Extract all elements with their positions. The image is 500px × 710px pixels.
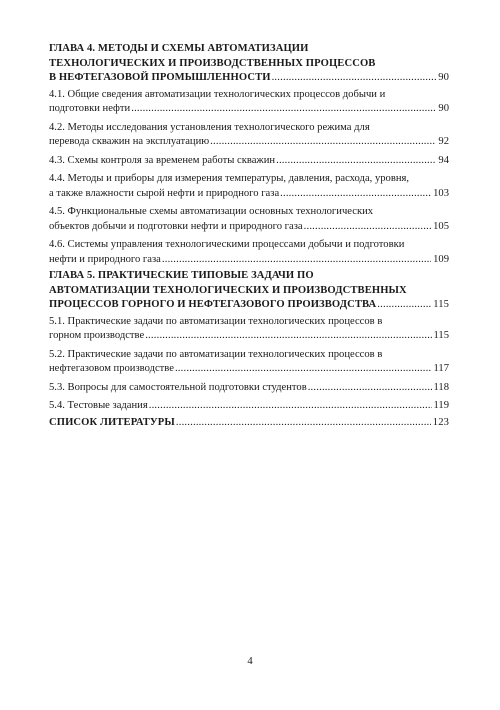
- toc-entry-title: подготовки нефти: [49, 103, 131, 114]
- toc-entry-title: объектов добычи и подготовки нефти и природного газа: [49, 220, 303, 232]
- toc-entry-title: 4.3. Схемы контроля за временем работы скважин: [49, 154, 276, 166]
- toc-section-entry[interactable]: [49, 348, 449, 377]
- toc-entry-final-line: [49, 102, 449, 117]
- dot-leader: [145, 329, 431, 344]
- toc-section-entry[interactable]: [49, 154, 449, 169]
- toc-entry-title: В НЕФТЕГАЗОВОЙ ПРОМЫШЛЕННОСТИ: [49, 72, 271, 83]
- toc-page-number: 103: [433, 187, 449, 199]
- toc-section-entry[interactable]: [49, 238, 449, 267]
- toc-entry-title: а также влажности сырой нефти и природного газа: [49, 187, 280, 199]
- toc-section-entry[interactable]: [49, 172, 449, 201]
- toc-section-entry[interactable]: [49, 121, 449, 150]
- toc-entry-final-line: [49, 135, 449, 150]
- toc-entry-line: 4.1. Общие сведения автоматизации технологических процессов добычи и: [49, 88, 386, 100]
- dot-leader: [149, 399, 432, 414]
- toc-page-number: 117: [433, 363, 449, 374]
- toc-entry-final-line: [49, 381, 449, 396]
- toc-entry-title: 5.4. Тестовые задания: [49, 400, 148, 411]
- toc-page-number: 90: [438, 72, 449, 83]
- toc-entry-line: ГЛАВА 5. ПРАКТИЧЕСКИЕ ТИПОВЫЕ ЗАДАЧИ ПО: [49, 270, 314, 281]
- toc-entry-final-line: [49, 154, 449, 169]
- toc-chapter-entry[interactable]: [49, 42, 449, 86]
- toc-page-number: 115: [433, 299, 449, 310]
- toc-chapter-entry[interactable]: [49, 416, 449, 431]
- toc-entry-title: горном производстве: [49, 330, 145, 341]
- toc-entry-final-line: [49, 220, 449, 235]
- dot-leader: [176, 416, 431, 431]
- dot-leader: [308, 381, 432, 396]
- toc-section-entry[interactable]: [49, 315, 449, 344]
- dot-leader: [377, 298, 431, 313]
- dot-leader: [276, 154, 436, 169]
- toc-section-entry[interactable]: [49, 205, 449, 234]
- toc-page-number: 105: [433, 220, 449, 232]
- toc-entry-line: 4.2. Методы исследования установления технологического режима для: [49, 121, 370, 133]
- toc-entry-title: перевода скважин на эксплуатацию: [49, 136, 210, 147]
- toc-entry-title: ПРОЦЕССОВ ГОРНОГО И НЕФТЕГАЗОВОГО ПРОИЗВОДСТВА: [49, 299, 377, 310]
- toc-entry-final-line: [49, 362, 449, 377]
- dot-leader: [304, 220, 431, 235]
- toc-entry-final-line: [49, 399, 449, 414]
- toc-section-entry[interactable]: [49, 399, 449, 414]
- toc-entry-line: 5.1. Практические задачи по автоматизации технологических процессов в: [49, 315, 383, 327]
- toc-page-number: 123: [432, 416, 449, 428]
- toc-section-entry[interactable]: [49, 381, 449, 396]
- dot-leader: [272, 71, 437, 86]
- toc-entry-title: СПИСОК ЛИТЕРАТУРЫ: [49, 416, 175, 428]
- dot-leader: [280, 187, 431, 202]
- toc-entry-title: 5.3. Вопросы для самостоятельной подготовки студентов: [49, 381, 307, 393]
- toc-page-number: 119: [433, 400, 449, 411]
- toc-section-entry[interactable]: [49, 88, 449, 117]
- toc-entry-final-line: [49, 187, 449, 202]
- toc-page-number: 92: [438, 136, 449, 147]
- toc-page-number: 90: [438, 103, 449, 114]
- toc-page-number: 94: [438, 154, 449, 166]
- dot-leader: [175, 362, 432, 377]
- toc-entry-line: 4.6. Системы управления технологическими процессами добычи и подготовки: [49, 239, 405, 250]
- toc-entry-line: ГЛАВА 4. МЕТОДЫ И СХЕМЫ АВТОМАТИЗАЦИИ: [49, 43, 309, 54]
- toc-entry-line: ТЕХНОЛОГИЧЕСКИХ И ПРОИЗВОДСТВЕННЫХ ПРОЦЕССОВ: [49, 57, 376, 69]
- toc-chapter-entry[interactable]: [49, 269, 449, 313]
- dot-leader: [131, 102, 436, 117]
- table-of-contents: [49, 42, 449, 430]
- toc-entry-final-line: [49, 416, 449, 431]
- toc-page-number: 118: [433, 381, 449, 393]
- toc-entry-line: АВТОМАТИЗАЦИИ ТЕХНОЛОГИЧЕСКИХ И ПРОИЗВОДСТВЕННЫХ: [49, 284, 407, 296]
- toc-entry-line: 4.5. Функциональные схемы автоматизации основных технологических: [49, 206, 374, 217]
- toc-entry-final-line: [49, 253, 449, 268]
- dot-leader: [162, 253, 431, 268]
- page-number: 4: [247, 656, 253, 667]
- toc-entry-title: нефтегазовом производстве: [49, 363, 174, 374]
- toc-entry-final-line: [49, 71, 449, 86]
- toc-entry-final-line: [49, 298, 449, 313]
- dot-leader: [210, 135, 436, 150]
- toc-entry-final-line: [49, 329, 449, 344]
- toc-page-number: 115: [433, 330, 449, 341]
- toc-entry-line: 4.4. Методы и приборы для измерения температуры, давления, расхода, уровня,: [49, 173, 410, 184]
- toc-entry-line: 5.2. Практические задачи по автоматизации технологических процессов в: [49, 348, 383, 360]
- toc-entry-title: нефти и природного газа: [49, 253, 161, 265]
- toc-page-number: 109: [433, 253, 449, 265]
